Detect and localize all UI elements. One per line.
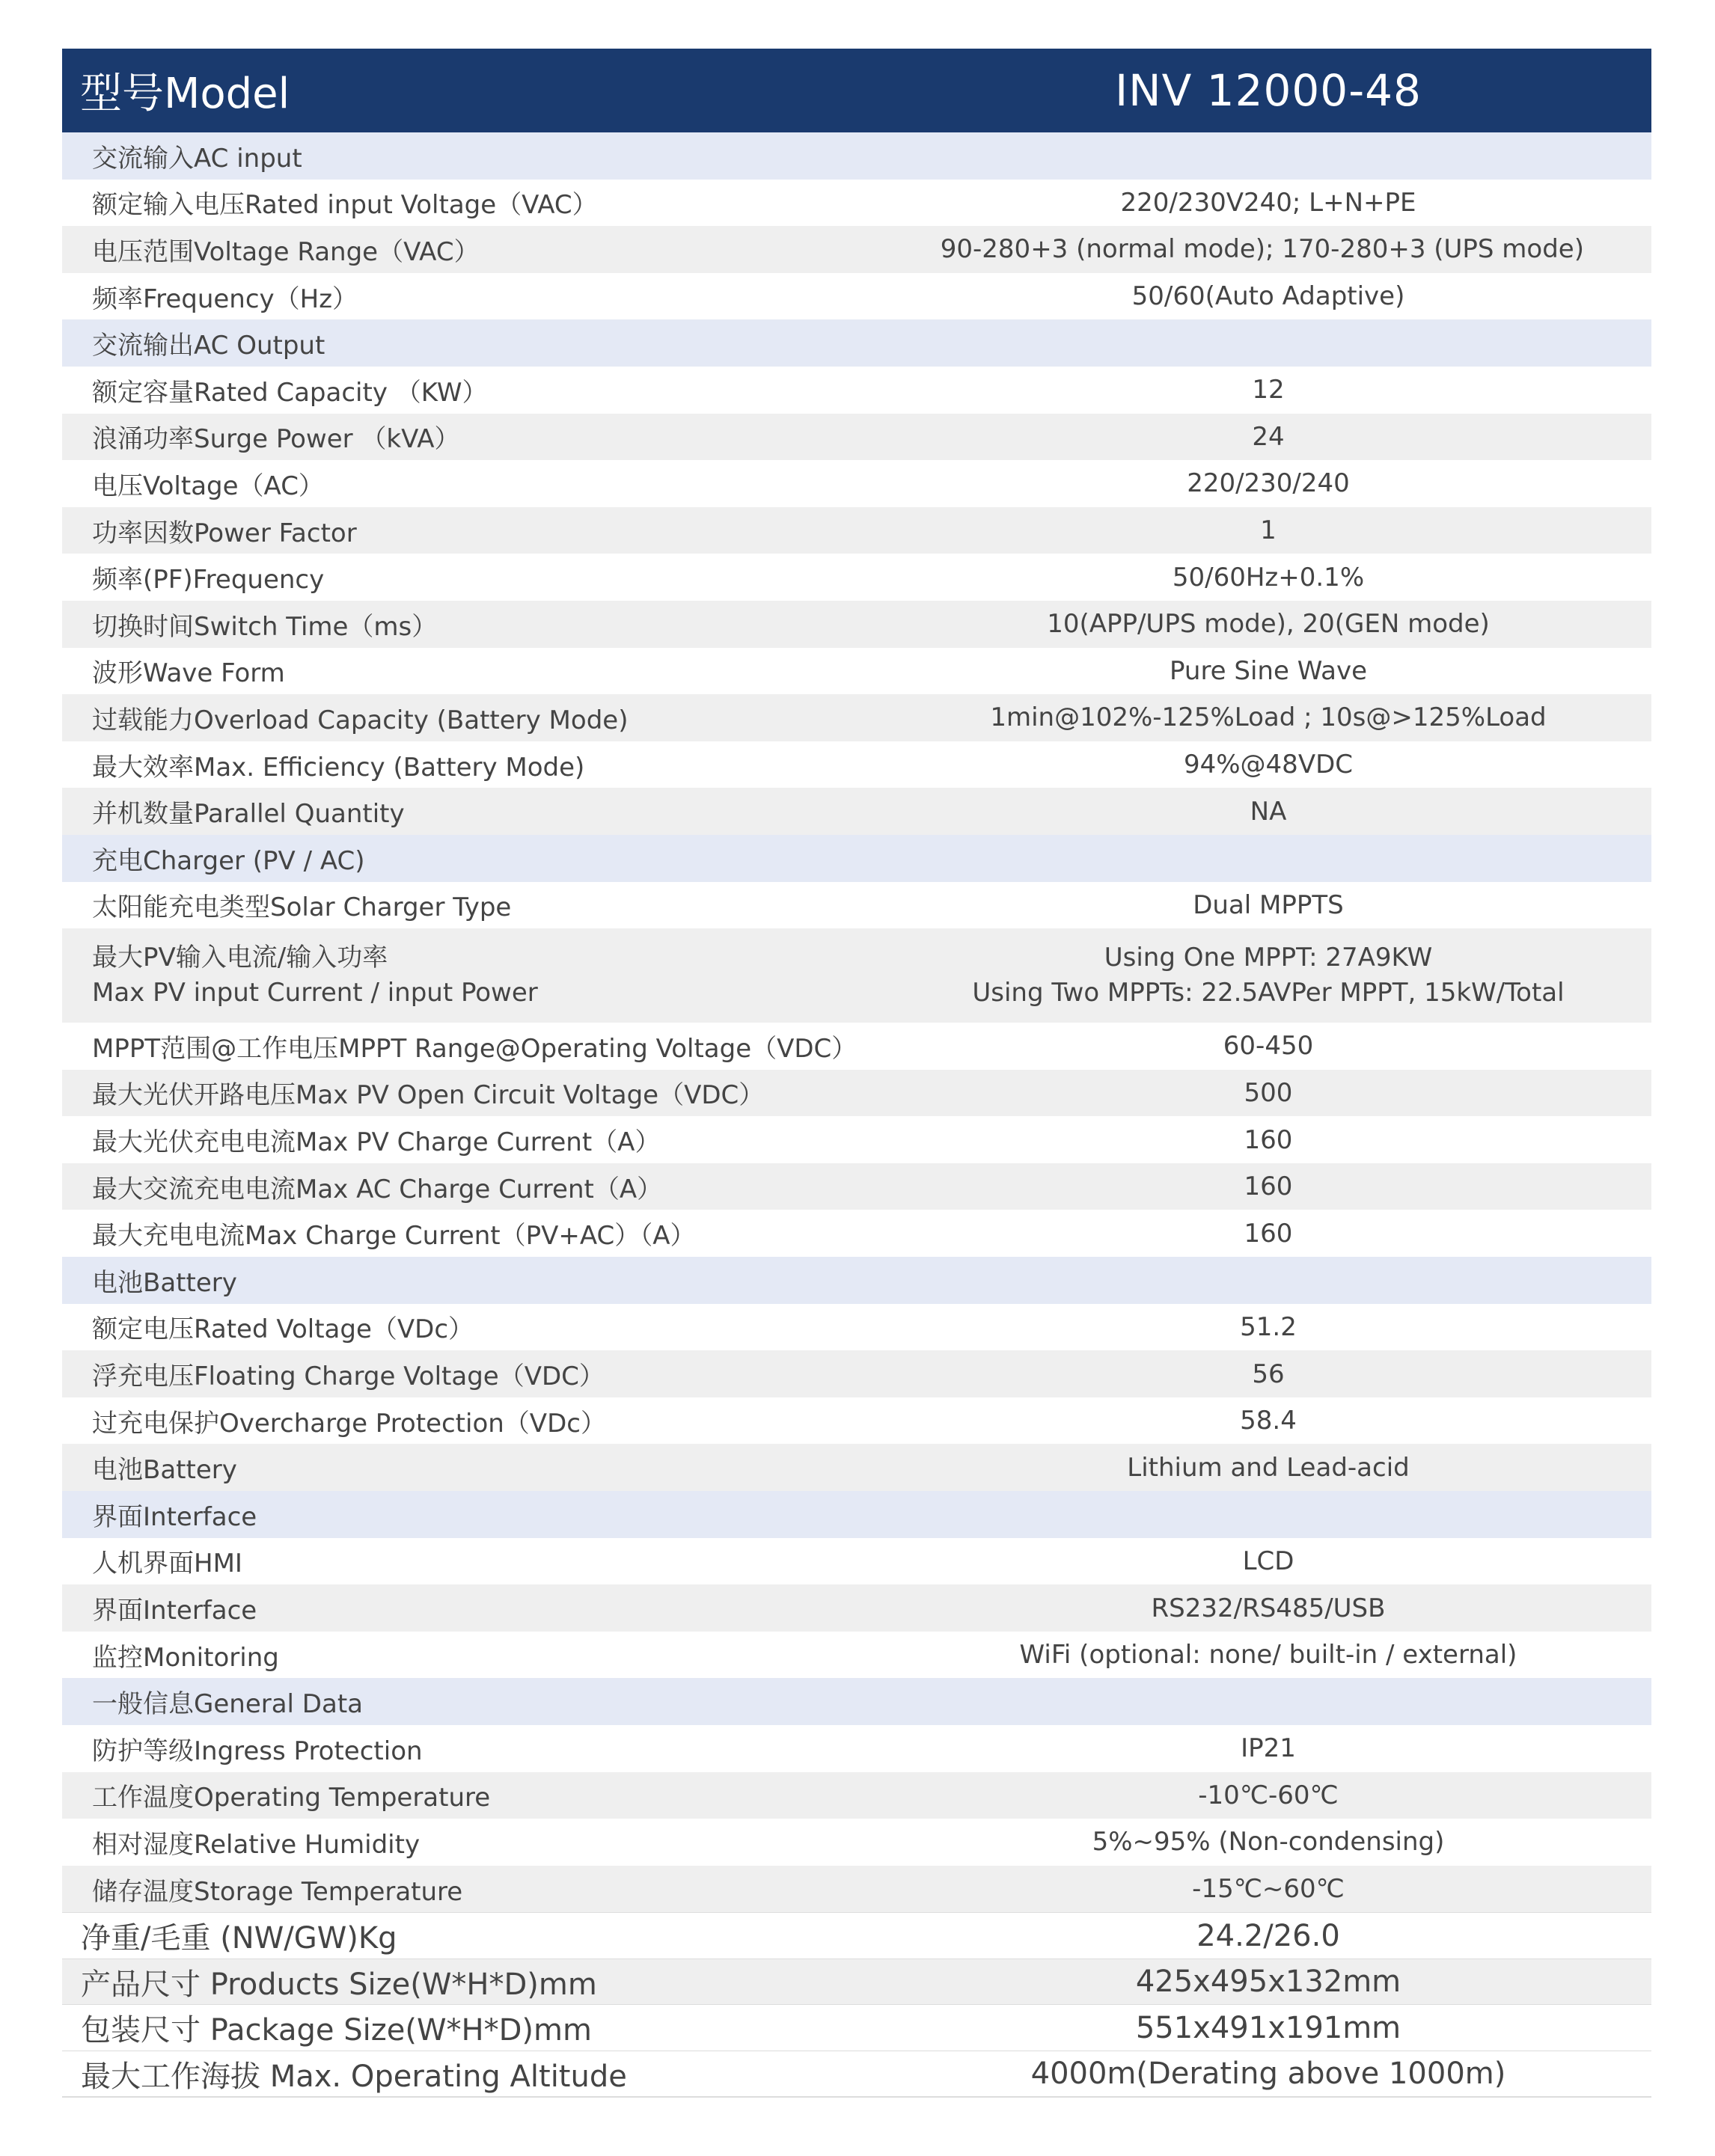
spec-label: 切换时间Switch Time（ms） xyxy=(92,611,438,642)
spec-value: 551x491x191mm xyxy=(1135,2010,1401,2045)
spec-row xyxy=(62,414,1651,461)
spec-value: 94%@48VDC xyxy=(1183,750,1353,780)
spec-row xyxy=(62,1538,1651,1585)
spec-row xyxy=(62,1444,1651,1491)
spec-label: 额定电压Rated Voltage（VDc） xyxy=(92,1314,474,1345)
spec-label: 储存温度Storage Temperature xyxy=(92,1876,463,1907)
spec-label: 充电Charger (PV / AC) xyxy=(92,845,365,876)
spec-label: 交流输出AC Output xyxy=(92,331,325,361)
spec-row xyxy=(62,273,1651,320)
spec-row xyxy=(62,928,1651,1023)
spec-label: 界面Interface xyxy=(92,1501,257,1532)
spec-value: 58.4 xyxy=(1240,1406,1297,1436)
spec-value: 90-280+3 (normal mode); 170-280+3 (UPS mode) xyxy=(940,234,1584,265)
spec-label: 电压Voltage（AC） xyxy=(92,471,324,501)
spec-label: 额定输入电压Rated input Voltage（VAC） xyxy=(92,190,598,221)
spec-label: 最大工作海拔 Max. Operating Altitude xyxy=(81,2059,627,2094)
spec-row xyxy=(62,1023,1651,1070)
spec-value: -10℃-60℃ xyxy=(1198,1780,1339,1810)
spec-value xyxy=(953,940,1651,1011)
spec-row xyxy=(62,1163,1651,1210)
spec-value: 5%~95% (Non-condensing) xyxy=(1092,1827,1445,1858)
spec-value: 24 xyxy=(1252,421,1285,452)
spec-label: 人机界面HMI xyxy=(92,1549,242,1579)
spec-value: 51.2 xyxy=(1240,1311,1297,1342)
spec-label: 太阳能充电类型Solar Charger Type xyxy=(92,892,512,923)
spec-sheet xyxy=(62,49,1651,2098)
spec-label: 额定容量Rated Capacity （KW） xyxy=(92,377,488,408)
spec-value: 50/60(Auto Adaptive) xyxy=(1131,281,1405,312)
spec-row xyxy=(62,1350,1651,1397)
spec-label: 功率因数Power Factor xyxy=(92,518,357,548)
spec-value: 50/60Hz+0.1% xyxy=(1172,562,1365,592)
spec-row xyxy=(62,601,1651,648)
spec-row xyxy=(62,1772,1651,1819)
spec-label: 并机数量Parallel Quantity xyxy=(92,799,405,830)
spec-row xyxy=(62,1584,1651,1632)
spec-label: 浮充电压Floating Charge Voltage（VDC） xyxy=(92,1362,605,1392)
spec-value: NA xyxy=(1250,796,1287,827)
spec-value: 4000m(Derating above 1000m) xyxy=(1030,2057,1506,2092)
spec-value: Dual MPPTS xyxy=(1193,889,1344,920)
spec-row xyxy=(62,1819,1651,1866)
spec-value: 425x495x132mm xyxy=(1135,1964,1401,2000)
spec-label-line: Max PV input Current / input Power xyxy=(92,978,538,1008)
section-header-row xyxy=(62,319,1651,367)
spec-label: MPPT范围@工作电压MPPT Range@Operating Voltage（VDC） xyxy=(92,1033,858,1064)
spec-label: 频率(PF)Frequency xyxy=(92,565,325,595)
spec-table-body xyxy=(62,132,1651,2096)
spec-row xyxy=(62,226,1651,273)
spec-label: 净重/毛重 (NW/GW)Kg xyxy=(81,1921,397,1956)
spec-row xyxy=(62,1959,1651,2005)
spec-row xyxy=(62,554,1651,601)
spec-value: Lithium and Lead-acid xyxy=(1127,1452,1410,1483)
spec-label: 最大交流充电电流Max AC Charge Current（A） xyxy=(92,1174,663,1204)
spec-row xyxy=(62,788,1651,835)
spec-row xyxy=(62,460,1651,507)
spec-value: 10(APP/UPS mode), 20(GEN mode) xyxy=(1047,609,1490,640)
spec-label: 界面Interface xyxy=(92,1596,257,1626)
spec-value-line: Using Two MPPTs: 22.5AVPer MPPT, 15kW/Total xyxy=(972,978,1565,1008)
spec-row xyxy=(62,2051,1651,2097)
spec-row xyxy=(62,882,1651,929)
spec-row xyxy=(62,741,1651,788)
spec-value: 12 xyxy=(1252,375,1285,405)
spec-label: 波形Wave Form xyxy=(92,658,285,689)
section-header-row xyxy=(62,132,1651,180)
spec-row xyxy=(62,1866,1651,1913)
header-label: 型号Model xyxy=(80,70,290,118)
spec-value: IP21 xyxy=(1241,1733,1296,1764)
spec-value: 500 xyxy=(1244,1077,1293,1108)
spec-row xyxy=(62,1304,1651,1351)
spec-value: 160 xyxy=(1244,1172,1293,1202)
spec-value: 160 xyxy=(1244,1218,1293,1249)
spec-label xyxy=(62,940,953,1011)
spec-value: 1min@102%-125%Load ; 10s@>125%Load xyxy=(990,702,1547,733)
spec-value: 160 xyxy=(1244,1124,1293,1155)
spec-value: RS232/RS485/USB xyxy=(1151,1593,1386,1623)
spec-value: 220/230/240 xyxy=(1187,468,1350,499)
model-name: INV 12000-48 xyxy=(1115,65,1422,116)
spec-value: 56 xyxy=(1252,1359,1285,1389)
spec-label: 一般信息General Data xyxy=(92,1689,363,1720)
spec-row xyxy=(62,367,1651,414)
spec-row xyxy=(62,1397,1651,1445)
table-bottom-rule xyxy=(62,2096,1651,2098)
spec-row xyxy=(62,694,1651,741)
spec-label: 防护等级Ingress Protection xyxy=(92,1736,423,1766)
section-header-row xyxy=(62,835,1651,882)
spec-label: 过充电保护Overcharge Protection（VDc） xyxy=(92,1408,606,1439)
spec-label: 最大光伏充电电流Max PV Charge Current（A） xyxy=(92,1127,661,1158)
spec-value: 1 xyxy=(1260,515,1277,546)
spec-value: WiFi (optional: none/ built-in / external) xyxy=(1019,1640,1517,1670)
spec-label: 交流输入AC input xyxy=(92,143,302,174)
section-header-row xyxy=(62,1257,1651,1304)
table-header xyxy=(62,49,1651,132)
spec-label-line: 最大PV输入电流/输入功率 xyxy=(92,943,388,973)
spec-label: 最大光伏开路电压Max PV Open Circuit Voltage（VDC） xyxy=(92,1080,765,1111)
spec-value-line: Using One MPPT: 27A9KW xyxy=(1104,943,1433,973)
spec-label: 频率Frequency（Hz） xyxy=(92,284,358,314)
spec-row xyxy=(62,1210,1651,1257)
spec-label: 最大充电电流Max Charge Current（PV+AC）（A） xyxy=(92,1221,696,1252)
spec-label: 相对湿度Relative Humidity xyxy=(92,1829,421,1860)
spec-value: LCD xyxy=(1242,1546,1294,1576)
spec-label: 浪涌功率Surge Power （kVA） xyxy=(92,424,460,455)
spec-value: 24.2/26.0 xyxy=(1196,1918,1340,1953)
spec-label: 产品尺寸 Products Size(W*H*D)mm xyxy=(81,1967,597,2002)
spec-value: 60-450 xyxy=(1223,1031,1314,1062)
spec-value: Pure Sine Wave xyxy=(1169,655,1368,686)
spec-row xyxy=(62,180,1651,227)
spec-label: 监控Monitoring xyxy=(92,1642,279,1673)
spec-label: 工作温度Operating Temperature xyxy=(92,1783,491,1813)
spec-label: 电池Battery xyxy=(92,1267,237,1298)
section-header-row xyxy=(62,1491,1651,1538)
spec-row xyxy=(62,2004,1651,2051)
spec-row xyxy=(62,648,1651,695)
spec-label: 最大效率Max. Efficiency (Battery Mode) xyxy=(92,752,585,783)
spec-row xyxy=(62,507,1651,554)
spec-value: -15℃~60℃ xyxy=(1192,1874,1345,1905)
spec-label: 包装尺寸 Package Size(W*H*D)mm xyxy=(81,2013,592,2048)
spec-row xyxy=(62,1912,1651,1959)
spec-row xyxy=(62,1116,1651,1163)
spec-value: 220/230V240; L+N+PE xyxy=(1120,187,1416,218)
spec-label: 电压范围Voltage Range（VAC） xyxy=(92,236,480,267)
spec-label: 过载能力Overload Capacity (Battery Mode) xyxy=(92,705,629,735)
spec-row xyxy=(62,1725,1651,1772)
spec-row xyxy=(62,1632,1651,1679)
spec-row xyxy=(62,1070,1651,1117)
spec-label: 电池Battery xyxy=(92,1455,237,1486)
section-header-row xyxy=(62,1678,1651,1725)
